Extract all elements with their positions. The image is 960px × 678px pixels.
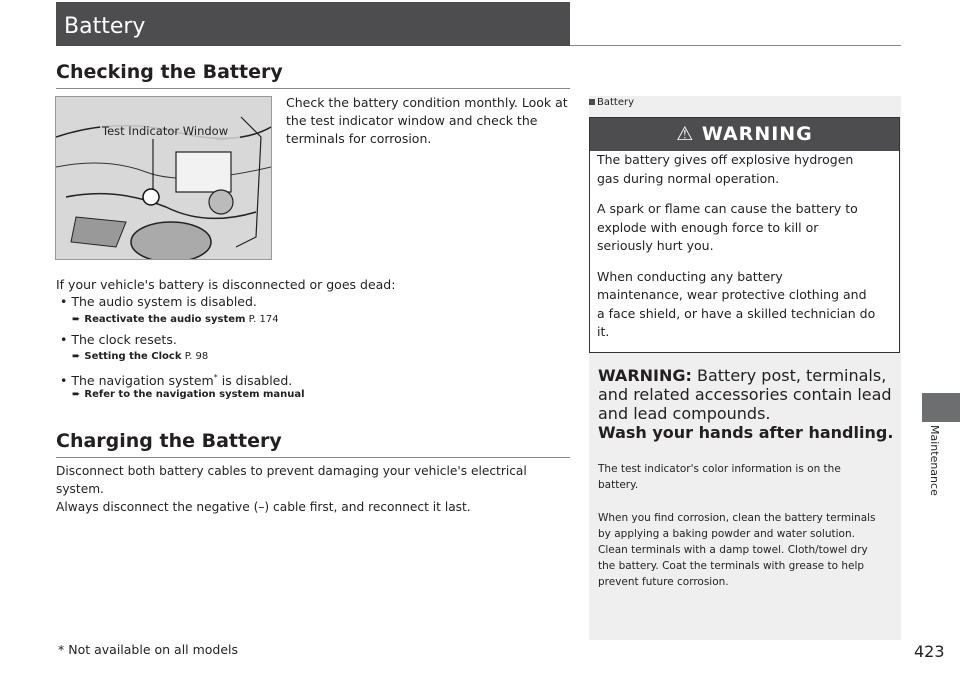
note-marker-icon <box>589 99 595 105</box>
bullet-item: • The clock resets. <box>60 332 177 347</box>
footnote: * Not available on all models <box>58 642 239 657</box>
prop65-warning: WARNING: Battery post, terminals, and related accessories contain lead and lead compounds. Wash your hands after handling. <box>598 366 898 442</box>
engine-illustration <box>56 97 271 259</box>
page-reference[interactable] <box>72 314 279 325</box>
page-title-bar <box>56 2 570 46</box>
prop65-lead: WARNING: <box>598 366 692 385</box>
bullet-text: The clock resets. <box>71 332 177 347</box>
warning-paragraph: When conducting any battery maintenance, wear protective clothing and a face shield, or have a skilled technician do it. <box>597 268 876 339</box>
bullet-item: • The audio system is disabled. <box>60 294 257 309</box>
bullet-item: • The navigation system* is disabled. <box>60 373 293 389</box>
warning-title: WARNING <box>701 123 813 145</box>
bullet-text-after: is disabled. <box>217 373 293 389</box>
charging-line: Always disconnect the negative (–) cable first, and reconnect it last. <box>56 500 471 514</box>
heading-rule <box>56 88 570 89</box>
bullet-text: The audio system is disabled. <box>71 294 257 309</box>
warning-paragraph: A spark or flame can cause the battery to explode with enough force to kill or seriously hurt you. <box>597 201 858 253</box>
charging-line: Disconnect both battery cables to prevent damaging your vehicle's electrical system. <box>56 464 527 496</box>
page-number: 423 <box>914 642 945 661</box>
ref-page: P. 174 <box>248 314 279 325</box>
arrow-icon: ➨ <box>72 351 81 362</box>
arrow-icon: ➨ <box>72 389 81 400</box>
section-tab[interactable] <box>922 393 960 422</box>
title-rule <box>570 45 901 46</box>
checking-intro <box>286 94 576 148</box>
charging-text <box>56 462 576 516</box>
engine-photo <box>55 96 272 260</box>
warning-body <box>597 151 897 342</box>
warning-paragraph: The battery gives off explosive hydrogen gas during normal operation. <box>597 152 854 186</box>
side-note-label: Battery <box>589 97 634 108</box>
heading-checking: Checking the Battery <box>56 61 283 83</box>
photo-callout: Test Indicator Window <box>102 124 229 138</box>
bullet-text: The navigation system <box>71 373 214 389</box>
intro-line: the test indicator window and check the <box>286 113 538 128</box>
side-note-text: The test indicator's color information is on the battery. <box>598 463 841 491</box>
page-reference[interactable] <box>72 389 305 400</box>
page-title: Battery <box>64 14 146 39</box>
intro-line: Check the battery condition monthly. Look at <box>286 95 568 110</box>
warning-header <box>590 118 899 151</box>
warning-box <box>589 117 900 353</box>
ref-label[interactable]: Setting the Clock <box>84 351 182 362</box>
prop65-bold: Wash your hands after handling. <box>598 423 894 442</box>
arrow-icon: ➨ <box>72 314 81 325</box>
heading-rule <box>56 457 570 458</box>
ref-label[interactable]: Refer to the navigation system manual <box>84 389 305 400</box>
intro-line: terminals for corrosion. <box>286 131 432 146</box>
side-note-text: When you find corrosion, clean the battery terminals by applying a baking powder and water solution. Clean terminals with a damp towel. Cloth/towel dry the battery. Coat the terminals with grease to help prevent future corrosion. <box>598 512 876 588</box>
disconnected-text: If your vehicle's battery is disconnected or goes dead: <box>56 277 396 292</box>
page-reference[interactable] <box>72 351 208 362</box>
ref-label[interactable]: Reactivate the audio system <box>84 314 246 325</box>
ref-page: P. 98 <box>184 351 209 362</box>
warning-triangle-icon: ⚠ <box>676 123 695 145</box>
section-label: Maintenance <box>928 425 941 496</box>
footnote-marker: * <box>213 373 218 382</box>
heading-charging: Charging the Battery <box>56 430 282 452</box>
